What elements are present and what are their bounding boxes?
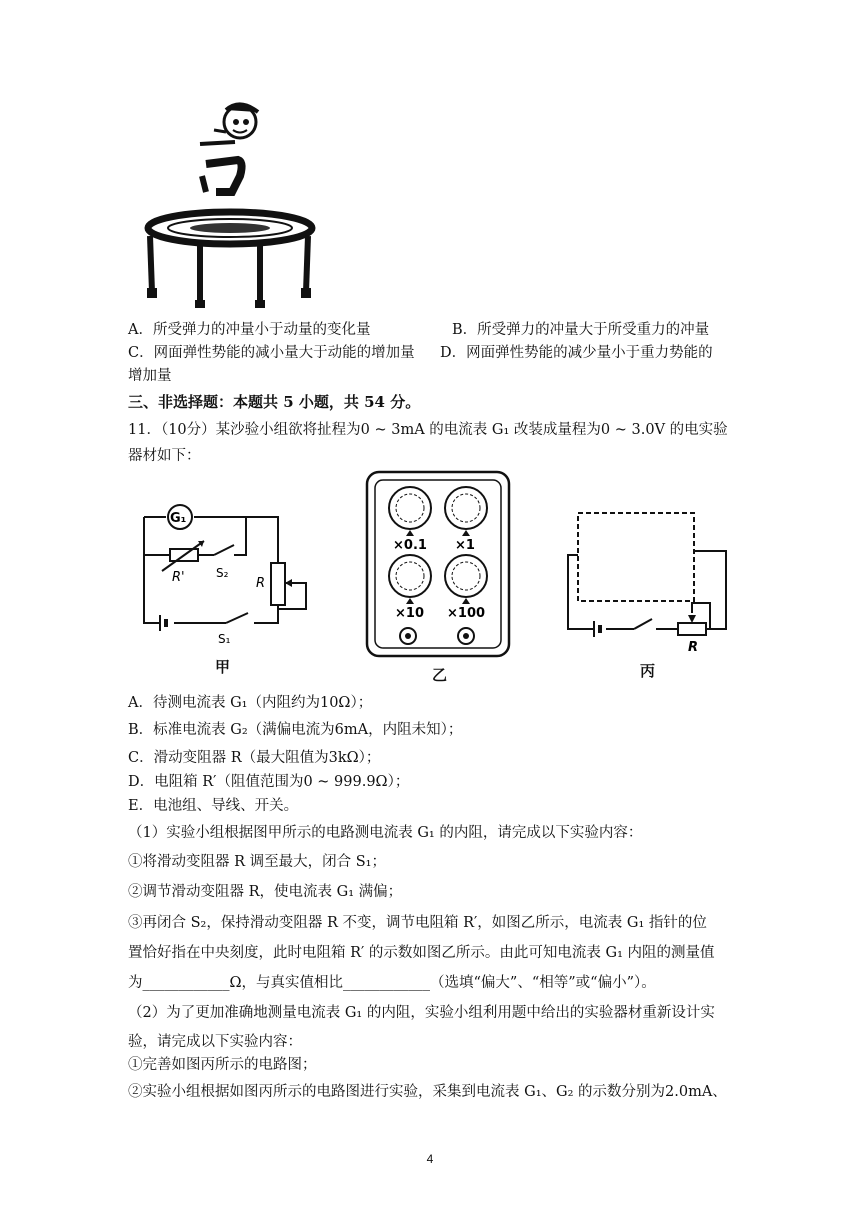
q11-intro-line1: 11．（10分）某沙验小组欲将扯程为0 ~ 3mA 的电流表 G₁ 改装成量程为0 ~ 3.0V 的电实验 [128,422,728,438]
part1-step3-answer: 为____________Ω，与真实值相比____________（选填“偏大”、“相等”或“偏小”）。 [128,975,656,991]
part1-title: （1）实验小组根据图甲所示的电路测电流表 G₁ 的内阻，请完成以下实验内容： [128,825,643,841]
option-b: B．所受弹力的冲量大于所受重力的冲量 [452,322,710,338]
figure-label-bing: 丙 [640,662,656,680]
figure-label-yi: 乙 [432,666,448,684]
part2-title: （2）为了更加准确地测量电流表 G₁ 的内阻，实验小组利用题中给出的实验器材重新设计实 [128,1005,715,1021]
dial-label-0: ×0.1 [393,538,427,553]
option-c: C．网面弹性势能的减小量大于动能的增加量 [128,345,415,361]
item-d: D．电阻箱 R′（阻值范围为0 ~ 999.9Ω）； [128,774,410,790]
label-s2: S₂ [216,566,229,580]
label-r-prime: R' [172,570,185,585]
option-d-continued: 增加量 [128,368,172,384]
resistance-box-yi [365,470,511,658]
label-r: R [256,576,266,591]
dial-label-3: ×100 [447,606,486,621]
part1-step2: ②调节滑动变阻器 R，使电流表 G₁ 满偏； [128,884,403,900]
page-number: 4 [426,1152,434,1166]
label-bing-r: R [688,640,699,655]
item-a: A．待测电流表 G₁（内阻约为10Ω）； [128,695,373,711]
label-s1: S₁ [218,632,231,645]
dial-label-2: ×10 [395,606,424,621]
figure-label-jia: 甲 [215,658,231,676]
part2-title-cont: 验，请完成以下实验内容： [128,1034,302,1050]
item-e: E．电池组、导线、开关。 [128,798,299,814]
part1-step3: ③再闭合 S₂，保持滑动变阻器 R 不变，调节电阻箱 R′，如图乙所示，电流表 G₁ 指针的位 [128,915,707,931]
circuit-diagram-bing [560,505,735,655]
label-g1: G₁ [170,511,187,526]
dial-label-1: ×1 [455,538,475,553]
q11-intro-line2: 器材如下： [128,448,201,464]
item-b: B．标准电流表 G₂（满偏电流为6mA，内阻未知）； [128,722,463,738]
section-title: 三、非选择题：本题共 5 小题，共 54 分。 [128,393,421,411]
part2-step2: ②实验小组根据如图丙所示的电路图进行实验，采集到电流表 G₁、G₂ 的示数分别为2.0mA、 [128,1084,727,1100]
option-d: D．网面弹性势能的减少量小于重力势能的 [440,345,713,361]
option-a: A．所受弹力的冲量小于动量的变化量 [128,322,371,338]
part1-step3-cont: 置恰好指在中央刻度，此时电阻箱 R′ 的示数如图乙所示。由此可知电流表 G₁ 内阻的测量值 [128,945,715,961]
trampoline-illustration [140,100,330,310]
part2-step1: ①完善如图丙所示的电路图； [128,1057,317,1073]
circuit-diagram-jia [130,495,320,645]
part1-step1: ①将滑动变阻器 R 调至最大，闭合 S₁； [128,854,386,870]
item-c: C．滑动变阻器 R（最大阻值为3kΩ）； [128,750,381,766]
